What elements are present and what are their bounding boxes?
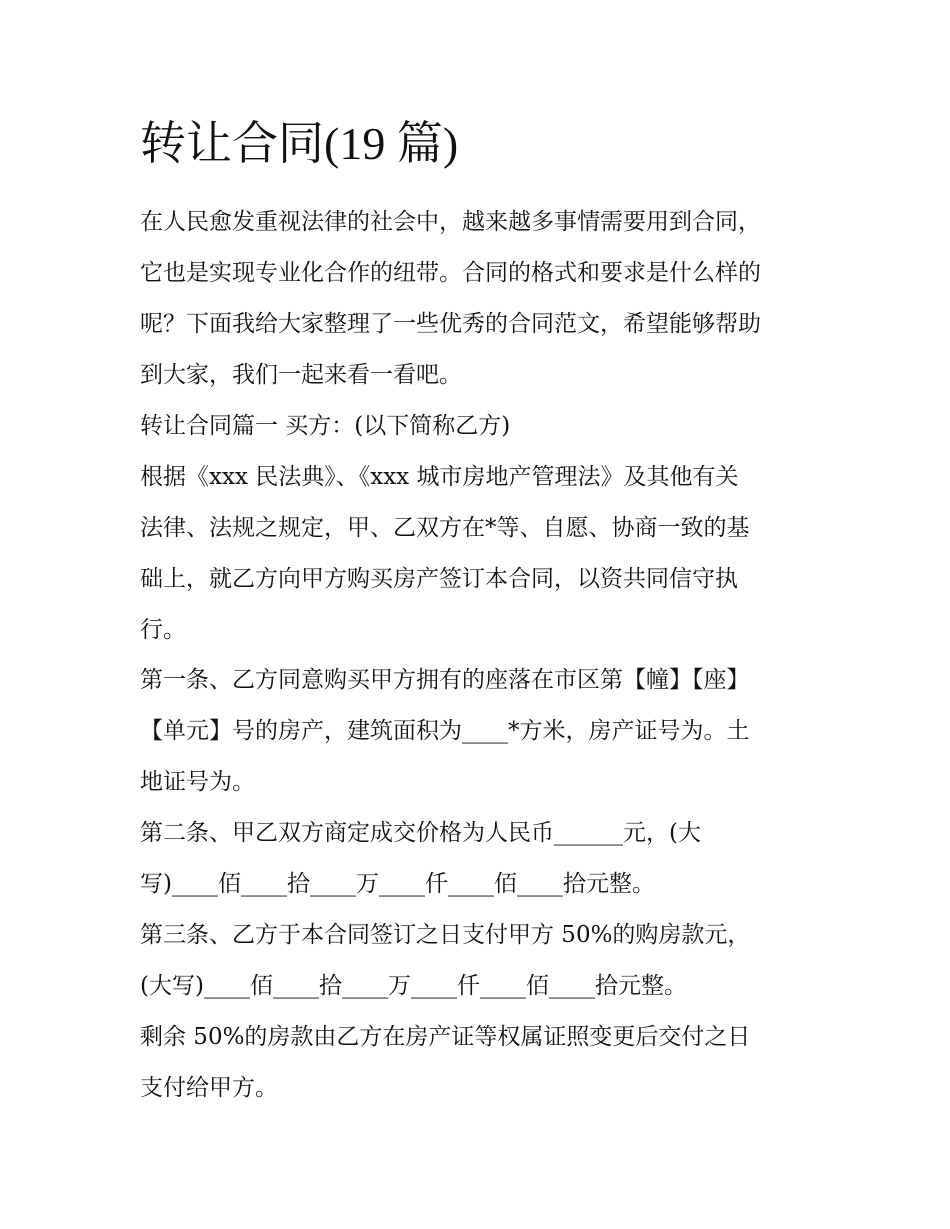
body-line: 支付给甲方。 <box>140 1075 278 1101</box>
body-line: 呢？下面我给大家整理了一些优秀的合同范文，希望能够帮助 <box>140 311 761 337</box>
body-line: 在人民愈发重视法律的社会中，越来越多事情需要用到合同， <box>140 209 761 235</box>
body-line: (大写)____佰____拾____万____仟____佰____拾元整。 <box>140 973 687 999</box>
body-line: 到大家，我们一起来看一看吧。 <box>140 362 462 388</box>
body-line: 【单元】号的房产，建筑面积为____*方米，房产证号为。土 <box>140 718 750 744</box>
document-title: 转让合同(19 篇) <box>140 118 459 169</box>
body-line: 行。 <box>140 617 186 643</box>
body-line: 地证号为。 <box>140 769 255 795</box>
body-line: 剩余 50%的房款由乙方在房产证等权属证照变更后交付之日 <box>140 1024 751 1050</box>
body-line: 它也是实现专业化合作的纽带。合同的格式和要求是什么样的 <box>140 260 761 286</box>
body-line: 础上，就乙方向甲方购买房产签订本合同，以资共同信守执 <box>140 566 738 592</box>
body-line: 根据《xxx 民法典》、《xxx 城市房地产管理法》及其他有关 <box>140 464 739 490</box>
body-line: 第三条、乙方于本合同签订之日支付甲方 50%的购房款元， <box>140 922 751 948</box>
body-line: 法律、法规之规定，甲、乙双方在*等、自愿、协商一致的基 <box>140 515 750 541</box>
body-line: 写)____佰____拾____万____仟____佰____拾元整。 <box>140 871 655 897</box>
body-line: 第一条、乙方同意购买甲方拥有的座落在市区第【幢】【座】 <box>140 667 750 693</box>
body-line: 转让合同篇一 买方：(以下简称乙方) <box>140 413 511 439</box>
body-line: 第二条、甲乙双方商定成交价格为人民币______元，(大 <box>140 820 701 846</box>
